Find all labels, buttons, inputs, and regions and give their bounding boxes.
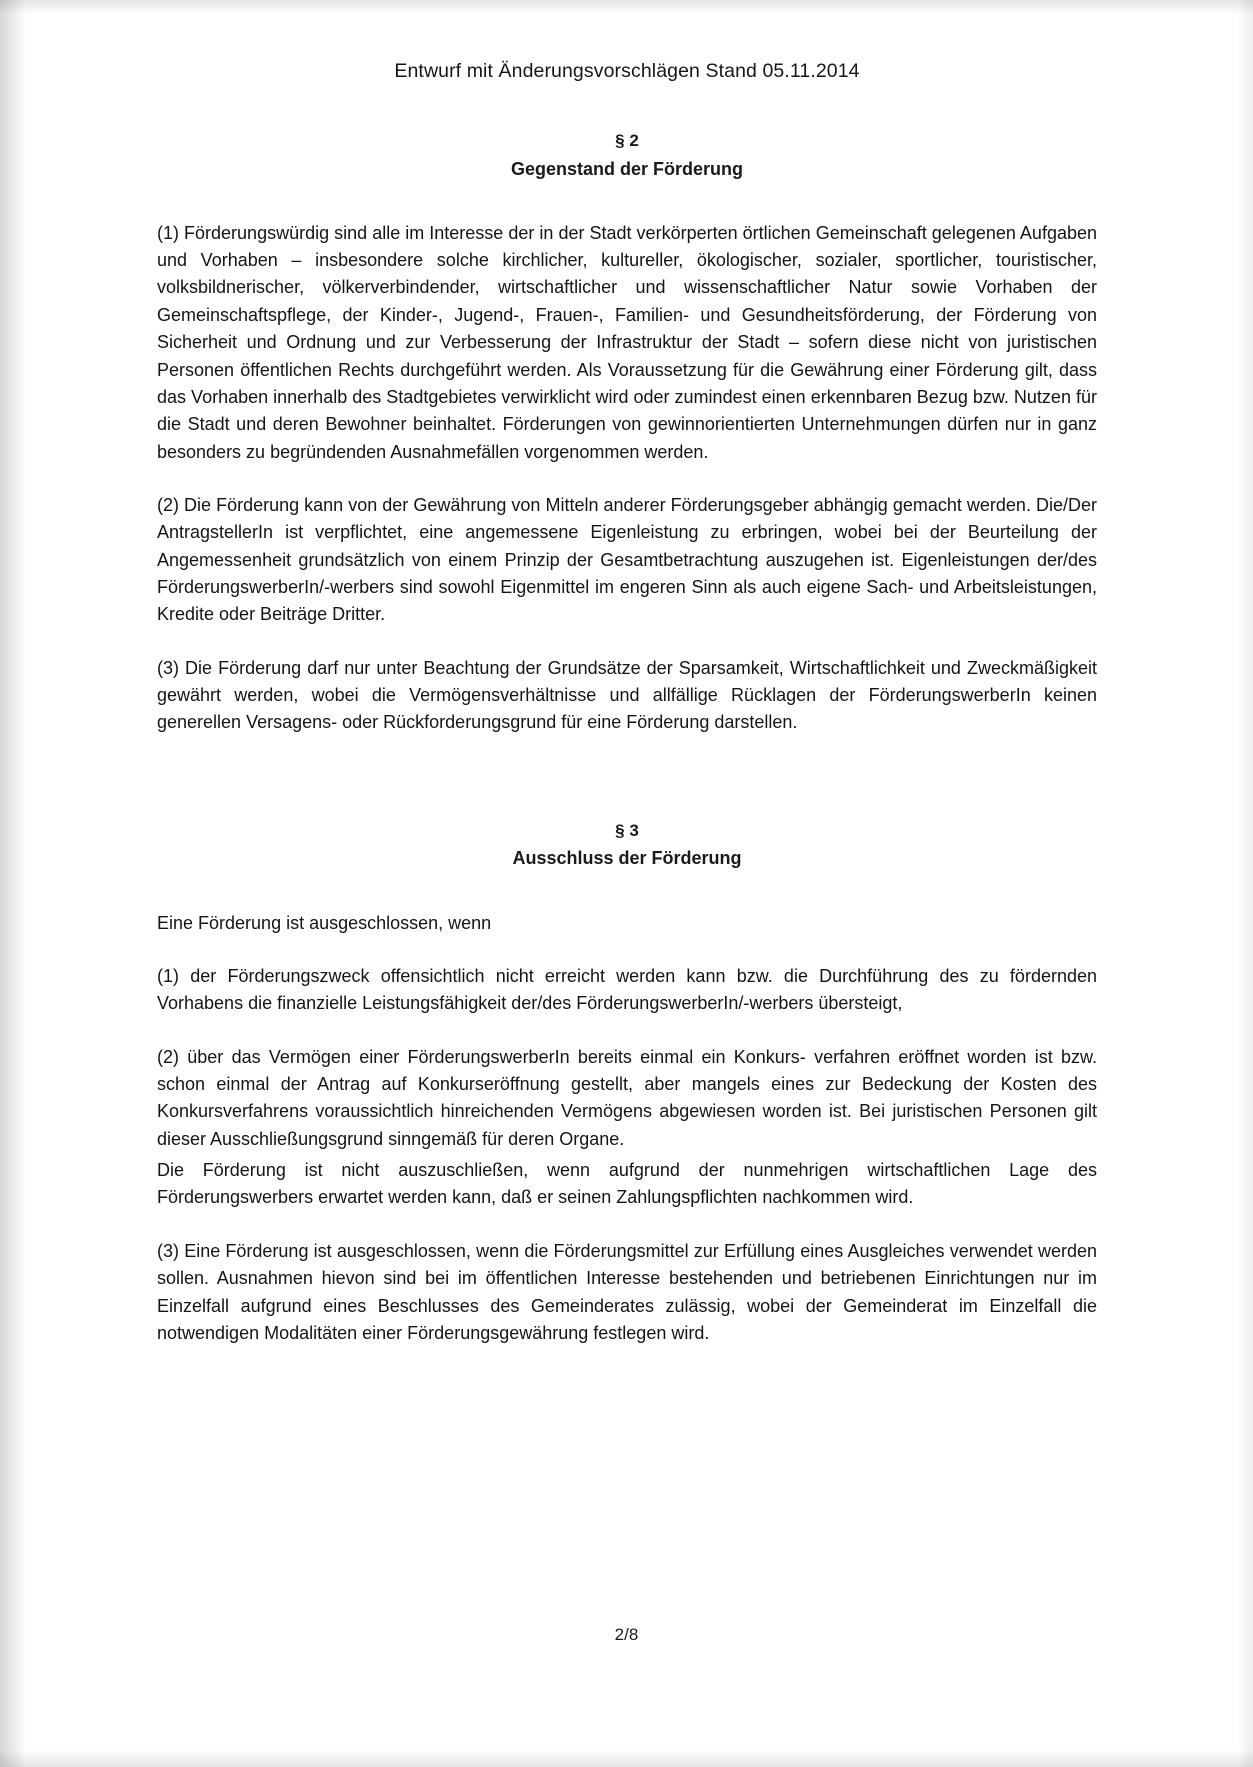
section-number-3: § 3 — [615, 820, 639, 840]
paragraph-3-3: (3) Eine Förderung ist ausgeschlossen, wenn die Förderungsmittel zur Erfüllung eines Ausgleiches verwendet werden sollen. Ausnahmen hievon sind bei im öffentlichen Interesse bestehenden und betriebenen Einrichtungen nur im Einzelfall aufgrund eines Beschlusses des Gemeinderates zulässig, wobei der Gemeinderat im Einzelfall die notwendigen Modalitäten einer Förderungsgewährung festlegen wird. — [157, 1240, 1097, 1343]
scan-edge-left — [0, 0, 26, 1767]
document-header: Entwurf mit Änderungsvorschlägen Stand 05.11.2014 — [394, 60, 860, 82]
section-spacer — [157, 763, 1097, 819]
section-heading-3 — [157, 819, 1097, 872]
paragraph-2-1: (1) Förderungswürdig sind alle im Interesse der in der Stadt verkörperten örtlichen Gemeinschaft gelegenen Aufgaben und Vorhaben – insbesondere solche kirchlicher, kultureller, ökologischer, sozialer, sportlicher, touristischer, volksbildnerischer, völkerverbindender, wirtschaftlicher und wissenschaftlicher Natur sowie Vorhaben der Gemeinschaftspflege, der Kinder-, Jugend-, Frauen-, Familien- und Gesundheitsförderung, der Förderung von Sicherheit und Ordnung und zur Verbesserung der Infrastruktur der Stadt – sofern diese nicht von juristischen Personen öffentlichen Rechts durchgeführt werden. Als Voraussetzung für die Gewährung einer Förderung gilt, dass das Vorhaben innerhalb des Stadtgebietes verwirklicht wird oder zumindest einen erkennbaren Bezug bzw. Nutzen für die Stadt und deren Bewohner beinhaltet. Förderungen von gewinnorientierten Unternehmungen dürfen nur in ganz besonders zu begründenden Ausnahmefällen vorgenommen werden. — [157, 222, 1097, 462]
section-title-2: Gegenstand der Förderung — [510, 158, 744, 179]
scan-edge-top — [0, 0, 1253, 14]
page-number: 2/8 — [614, 1625, 639, 1644]
section-3-lead: Eine Förderung ist ausgeschlossen, wenn — [157, 912, 492, 933]
section-heading-2 — [157, 129, 1097, 182]
paragraph-2-2: (2) Die Förderung kann von der Gewährung von Mitteln anderer Förderungsgeber abhängig gemacht werden. Die/Der AntragstellerIn ist verpflichtet, eine angemessene Eigenleistung zu erbringen, wobei bei der Beurteilung der Angemessenheit grundsätzlich von einem Prinzip der Gesamtbetrachtung auszugehen ist. Eigenleistungen der/des FörderungswerberIn/-werbers sind sowohl Eigenmittel im engeren Sinn als auch eigene Sach- und Arbeitsleistungen, Kredite oder Beiträge Dritter. — [157, 494, 1097, 625]
document-content — [157, 60, 1097, 1373]
paragraph-2-3: (3) Die Förderung darf nur unter Beachtung der Grundsätze der Sparsamkeit, Wirtschaftlichkeit und Zweckmäßigkeit gewährt werden, wobei die Vermögensverhältnisse und allfällige Rücklagen der FörderungswerberIn keinen generellen Versagens- oder Rückforderungsgrund für eine Förderung darstellen. — [157, 657, 1097, 733]
paragraph-3-2-continued: Die Förderung ist nicht auszuschließen, wenn aufgrund der nunmehrigen wirtschaftlichen Lage des Förderungswerbers erwartet werden kann, daß er seinen Zahlungspflichten nachkommen wird. — [157, 1160, 1097, 1208]
scan-edge-bottom — [0, 1749, 1253, 1767]
paragraph-3-1: (1) der Förderungszweck offensichtlich nicht erreicht werden kann bzw. die Durchführung des zu fördernden Vorhabens die finanzielle Leistungsfähigkeit der/des FörderungswerberIn/-werbers übersteigt, — [157, 965, 1097, 1014]
section-number-2: § 2 — [615, 131, 639, 150]
section-title-3: Ausschluss der Förderung — [512, 848, 742, 869]
paragraph-3-2: (2) über das Vermögen einer FörderungswerberIn bereits einmal ein Konkurs- verfahren eröffnet worden ist bzw. schon einmal der Antrag auf Konkurseröffnung gestellt, aber mangels eines zur Bedeckung der Kosten des Konkursverfahrens voraussichtlich hinreichenden Vermögens abgewiesen worden ist. Bei juristischen Personen gilt dieser Ausschließungsgrund sinngemäß für deren Organe. — [157, 1046, 1097, 1149]
scan-edge-right — [1237, 0, 1253, 1767]
